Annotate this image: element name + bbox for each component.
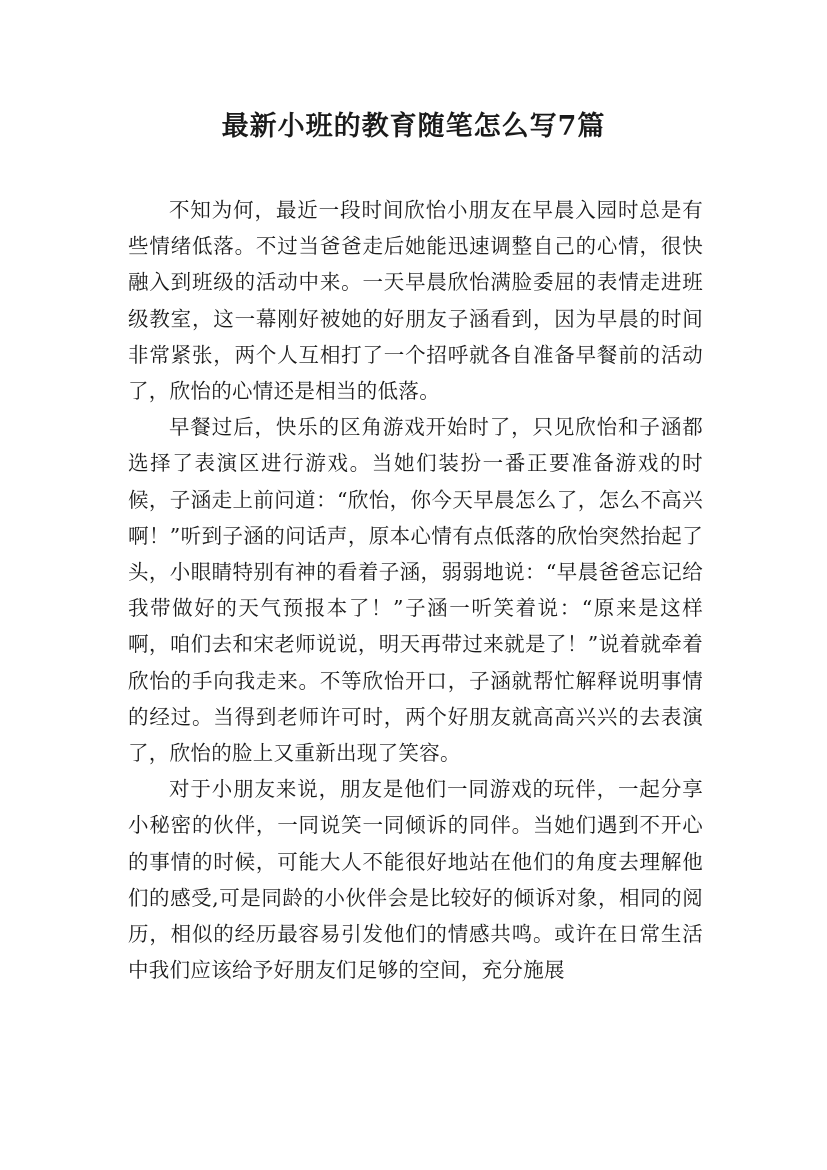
page-title: 最新小班的教育随笔怎么写7篇 xyxy=(221,111,606,142)
document-body xyxy=(128,192,703,988)
paragraph-1: 不知为何，最近一段时间欣怡小朋友在早晨入园时总是有些情绪低落。不过当爸爸走后她能迅速调整自己的心情，很快融入到班级的活动中来。一天早晨欣怡满脸委屈的表情走进班级教室，这一幕刚好被她的好朋友子涵看到，因为早晨的时间非常紧张，两个人互相打了一个招呼就各自准备早餐前的活动了，欣怡的心情还是相当的低落。 xyxy=(128,198,703,404)
paragraph-3: 对于小朋友来说，朋友是他们一同游戏的玩伴，一起分享小秘密的伙伴，一同说笑一同倾诉的同伴。当她们遇到不开心的事情的时候，可能大人不能很好地站在他们的角度去理解他们的感受,可是同龄的小伙伴会是比较好的倾诉对象，相同的阅历，相似的经历最容易引发他们的情感共鸣。或许在日常生活中我们应该给予好朋友们足够的空间，充分施展 xyxy=(128,777,703,983)
paragraph-2: 早餐过后，快乐的区角游戏开始时了，只见欣怡和子涵都选择了表演区进行游戏。当她们装扮一番正要准备游戏的时候，子涵走上前问道：“欣怡，你今天早晨怎么了，怎么不高兴啊！”听到子涵的问话声，原本心情有点低落的欣怡突然抬起了头，小眼睛特别有神的看着子涵，弱弱地说：“早晨爸爸忘记给我带做好的天气预报本了！”子涵一听笑着说：“原来是这样啊，咱们去和宋老师说说，明天再带过来就是了！”说着就牵着欣怡的手向我走来。不等欣怡开口，子涵就帮忙解释说明事情的经过。当得到老师许可时，两个好朋友就高高兴兴的去表演了，欣怡的脸上又重新出现了笑容。 xyxy=(128,415,703,766)
